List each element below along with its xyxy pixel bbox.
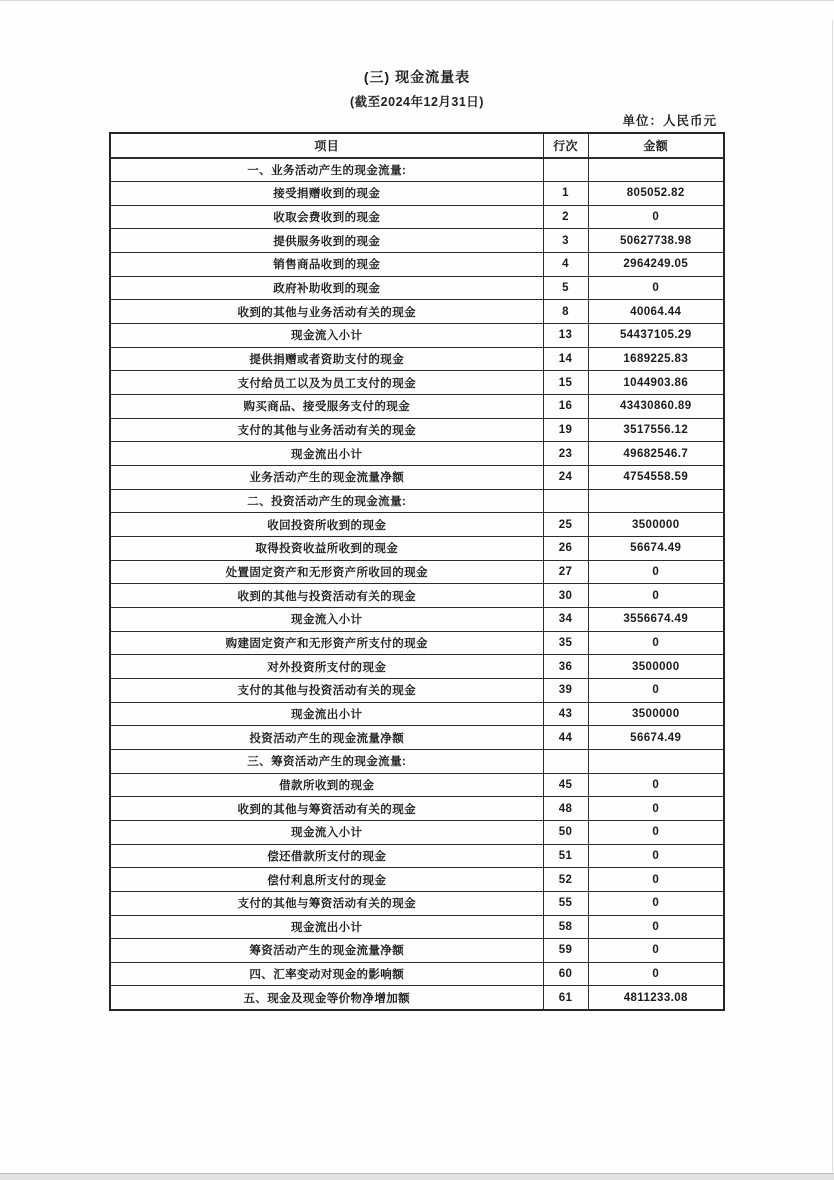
line-cell: 61: [543, 986, 588, 1010]
line-cell: 55: [543, 891, 588, 915]
amount-cell: 0: [588, 584, 724, 608]
line-cell: 35: [543, 631, 588, 655]
table-row: [110, 537, 724, 561]
line-cell: [543, 749, 588, 773]
line-cell: 43: [543, 702, 588, 726]
amount-cell: 3556674.49: [588, 607, 724, 631]
amount-cell: 1689225.83: [588, 347, 724, 371]
amount-cell: 0: [588, 205, 724, 229]
page-subtitle: (截至2024年12月31日): [350, 95, 484, 109]
amount-cell: 50627738.98: [588, 229, 724, 253]
item-cell: 筹资活动产生的现金流量净额: [110, 939, 543, 963]
item-cell: 处置固定资产和无形资产所收回的现金: [110, 560, 543, 584]
line-cell: 51: [543, 844, 588, 868]
table-row: [110, 773, 724, 797]
line-cell: 27: [543, 560, 588, 584]
item-cell: 收取会费收到的现金: [110, 205, 543, 229]
item-cell: 对外投资所支付的现金: [110, 655, 543, 679]
line-cell: 30: [543, 584, 588, 608]
amount-cell: 0: [588, 820, 724, 844]
line-cell: 2: [543, 205, 588, 229]
table-row: [110, 631, 724, 655]
line-cell: 25: [543, 513, 588, 537]
table-row: [110, 678, 724, 702]
table-header-row: [110, 133, 724, 158]
item-cell: 现金流出小计: [110, 702, 543, 726]
table-row: [110, 986, 724, 1010]
amount-cell: 0: [588, 915, 724, 939]
item-cell: 投资活动产生的现金流量净额: [110, 726, 543, 750]
amount-cell: 0: [588, 276, 724, 300]
item-cell: 四、汇率变动对现金的影响额: [110, 962, 543, 986]
line-cell: [543, 489, 588, 513]
header-line-number: 行次: [543, 133, 588, 158]
item-cell: 收到的其他与筹资活动有关的现金: [110, 797, 543, 821]
table-row: [110, 395, 724, 419]
table-row: [110, 726, 724, 750]
item-cell: 现金流入小计: [110, 607, 543, 631]
amount-cell: 40064.44: [588, 300, 724, 324]
line-cell: 48: [543, 797, 588, 821]
item-cell: 一、业务活动产生的现金流量:: [110, 158, 543, 182]
table-row: [110, 347, 724, 371]
line-cell: 50: [543, 820, 588, 844]
amount-cell: 4811233.08: [588, 986, 724, 1010]
item-cell: 业务活动产生的现金流量净额: [110, 466, 543, 490]
amount-cell: 0: [588, 962, 724, 986]
line-cell: 5: [543, 276, 588, 300]
item-cell: 收到的其他与投资活动有关的现金: [110, 584, 543, 608]
header-amount: 金额: [588, 133, 724, 158]
item-cell: 销售商品收到的现金: [110, 253, 543, 277]
table-row: [110, 205, 724, 229]
table-row: [110, 868, 724, 892]
line-cell: 45: [543, 773, 588, 797]
item-cell: 取得投资收益所收到的现金: [110, 537, 543, 561]
line-cell: 44: [543, 726, 588, 750]
table-row: [110, 513, 724, 537]
item-cell: 提供捐赠或者资助支付的现金: [110, 347, 543, 371]
table-row: [110, 276, 724, 300]
amount-cell: [588, 749, 724, 773]
table-row: [110, 820, 724, 844]
amount-cell: 56674.49: [588, 726, 724, 750]
table-row: [110, 607, 724, 631]
amount-cell: [588, 158, 724, 182]
table-row: [110, 466, 724, 490]
amount-cell: 56674.49: [588, 537, 724, 561]
table-row: [110, 891, 724, 915]
table-row: [110, 915, 724, 939]
line-cell: 24: [543, 466, 588, 490]
item-cell: 偿还借款所支付的现金: [110, 844, 543, 868]
amount-cell: 3500000: [588, 655, 724, 679]
table-row: [110, 584, 724, 608]
line-cell: 26: [543, 537, 588, 561]
table-row: [110, 324, 724, 348]
item-cell: 支付的其他与业务活动有关的现金: [110, 418, 543, 442]
table-row: [110, 655, 724, 679]
page-title: (三) 现金流量表: [363, 69, 471, 85]
item-cell: 二、投资活动产生的现金流量:: [110, 489, 543, 513]
item-cell: 收回投资所收到的现金: [110, 513, 543, 537]
line-cell: 19: [543, 418, 588, 442]
table-row: [110, 797, 724, 821]
line-cell: 36: [543, 655, 588, 679]
amount-cell: 0: [588, 678, 724, 702]
line-cell: 52: [543, 868, 588, 892]
line-cell: 39: [543, 678, 588, 702]
table-row: [110, 300, 724, 324]
item-cell: 现金流入小计: [110, 820, 543, 844]
table-row: [110, 962, 724, 986]
item-cell: 支付给员工以及为员工支付的现金: [110, 371, 543, 395]
amount-cell: 0: [588, 891, 724, 915]
table-row: [110, 844, 724, 868]
amount-cell: [588, 489, 724, 513]
table-row: [110, 939, 724, 963]
amount-cell: 2964249.05: [588, 253, 724, 277]
amount-cell: 0: [588, 844, 724, 868]
line-cell: 4: [543, 253, 588, 277]
table-body: [110, 158, 724, 1010]
amount-cell: 0: [588, 631, 724, 655]
section-row: [110, 158, 724, 182]
scan-edge-right: [832, 20, 833, 1172]
line-cell: 23: [543, 442, 588, 466]
item-cell: 政府补助收到的现金: [110, 276, 543, 300]
line-cell: 60: [543, 962, 588, 986]
item-cell: 偿付利息所支付的现金: [110, 868, 543, 892]
line-cell: 58: [543, 915, 588, 939]
amount-cell: 0: [588, 560, 724, 584]
amount-cell: 3500000: [588, 702, 724, 726]
table-row: [110, 371, 724, 395]
item-cell: 支付的其他与投资活动有关的现金: [110, 678, 543, 702]
item-cell: 购建固定资产和无形资产所支付的现金: [110, 631, 543, 655]
item-cell: 三、筹资活动产生的现金流量:: [110, 749, 543, 773]
table-row: [110, 253, 724, 277]
item-cell: 现金流出小计: [110, 442, 543, 466]
line-cell: 3: [543, 229, 588, 253]
scan-edge-bottom: [0, 1173, 834, 1180]
amount-cell: 0: [588, 868, 724, 892]
amount-cell: 43430860.89: [588, 395, 724, 419]
item-cell: 现金流入小计: [110, 324, 543, 348]
item-cell: 借款所收到的现金: [110, 773, 543, 797]
line-cell: 8: [543, 300, 588, 324]
cash-flow-table: [109, 132, 725, 1011]
table-row: [110, 560, 724, 584]
line-cell: [543, 158, 588, 182]
amount-cell: 1044903.86: [588, 371, 724, 395]
table-row: [110, 442, 724, 466]
item-cell: 收到的其他与业务活动有关的现金: [110, 300, 543, 324]
amount-cell: 0: [588, 939, 724, 963]
item-cell: 接受捐赠收到的现金: [110, 182, 543, 206]
item-cell: 现金流出小计: [110, 915, 543, 939]
header-item: 项目: [110, 133, 543, 158]
line-cell: 16: [543, 395, 588, 419]
scan-edge-top: [0, 0, 834, 1]
amount-cell: 49682546.7: [588, 442, 724, 466]
table-row: [110, 182, 724, 206]
amount-cell: 805052.82: [588, 182, 724, 206]
item-cell: 提供服务收到的现金: [110, 229, 543, 253]
item-cell: 五、现金及现金等价物净增加额: [110, 986, 543, 1010]
section-row: [110, 489, 724, 513]
table-row: [110, 418, 724, 442]
table-row: [110, 229, 724, 253]
amount-cell: 3500000: [588, 513, 724, 537]
amount-cell: 0: [588, 773, 724, 797]
line-cell: 13: [543, 324, 588, 348]
section-row: [110, 749, 724, 773]
line-cell: 1: [543, 182, 588, 206]
amount-cell: 4754558.59: [588, 466, 724, 490]
unit-label: 单位：人民币元: [622, 114, 717, 128]
line-cell: 34: [543, 607, 588, 631]
item-cell: 支付的其他与筹资活动有关的现金: [110, 891, 543, 915]
amount-cell: 54437105.29: [588, 324, 724, 348]
amount-cell: 0: [588, 797, 724, 821]
line-cell: 59: [543, 939, 588, 963]
line-cell: 15: [543, 371, 588, 395]
table-row: [110, 702, 724, 726]
amount-cell: 3517556.12: [588, 418, 724, 442]
line-cell: 14: [543, 347, 588, 371]
item-cell: 购买商品、接受服务支付的现金: [110, 395, 543, 419]
